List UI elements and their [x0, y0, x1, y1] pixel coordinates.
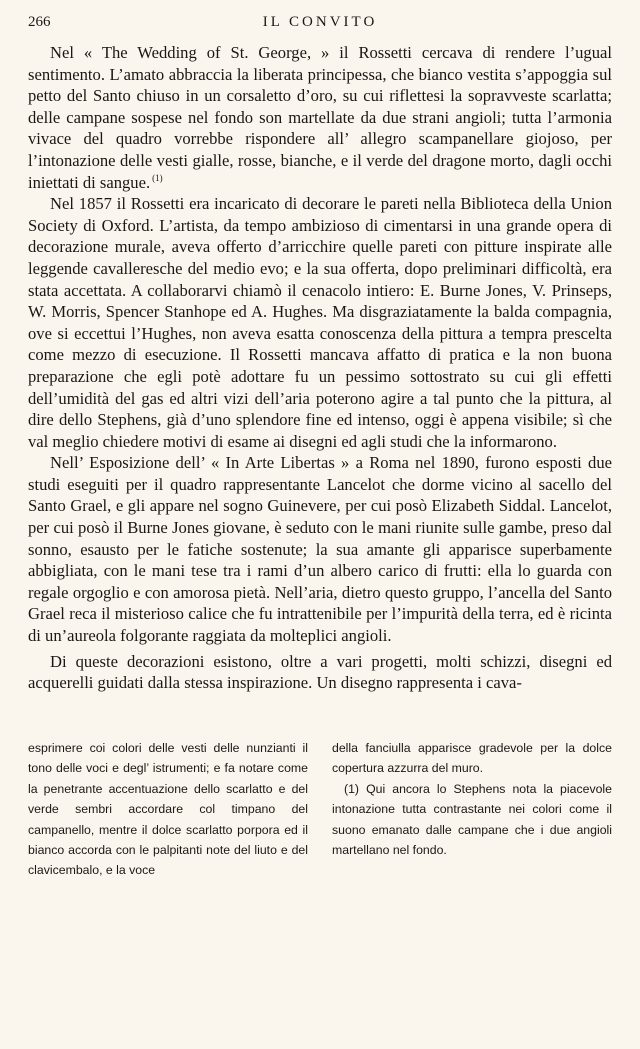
note-continuation: esprimere coi colori delle vesti delle nunzianti il tono delle voci e degl’ istrumenti; e fa notare come la penetrante accentuazione dello scarlatto e del verde sembri accordare col timpano del campanello, mentre il dolce scarlatto porpora ed il bianco accorda con le palpitanti note del liuto e del clavicembalo, e la voce	[28, 741, 308, 878]
paragraph: Nel « The Wedding of St. George, » il Rossetti cercava di rendere l’ugual sentimento. L’amato abbraccia la liberata principessa, che bianco vestita s’appoggia sul petto del Santo chiuso in un corsaletto d’oro, su cui riflettesi la sopravveste scarlatta; delle campane sospese nel fondo son martellate da due strani angioli; tutta l’armonia vivace del quadro vorrebbe rispondere all’ allegro scampanellare giojoso, per l’intonazione delle vesti gialle, rosse, bianche, e il verde del dragone morto, dagli occhi iniettati di sangue. $^{(1)}$	[28, 43, 612, 192]
notes-column-right	[332, 738, 612, 881]
main-text	[28, 42, 612, 694]
paragraph: Nel 1857 il Rossetti era incaricato di decorare le pareti nella Biblioteca della Union Society di Oxford. L’artista, da tempo ambizioso di cimentarsi in una grande opera di decorazione murale, aveva offerto d’arricchire quelle pareti con pitture inspirate alle leggende cavalleresche del medio evo; e la sua offerta, dopo preliminari difficoltà, era stata accettata. A collaborarvi chiamò il cenacolo intiero: E. Burne Jones, V. Prinseps, W. Morris, Spencer Stanhope ed A. Hughes. Ma disgraziatamente la balda compagnia, ove si eccettui l’Hughes, non aveva esatta conoscenza della pittura a tempra prescelta come mezzo di esecuzione. Il Rossetti mancava affatto di pratica e la non buona preparazione che egli potè adottare fu un pessimo sottostrato su cui gli effetti dell’umidità del gas ed altri vizi dell’aria poterono agire a tal punto che la pittura, al dire dello Stephens, già d’uno splendore fine ed intenso, oggi è appena visibile; sì che val meglio chiedere motivi di esame ai disegni ed agli studi che la informarono.	[28, 194, 612, 451]
page-header	[28, 14, 612, 36]
paragraph: Nell’ Esposizione dell’ « In Arte Libertas » a Roma nel 1890, furono esposti due studi eseguiti per il quadro rappresentante Lancelot che dorme vicino al sacello del Santo Grael, e gli appare nel sogno Guinevere, per cui posò Elizabeth Siddal. Lancelot, per cui posò il Burne Jones giovane, è seduto con le mani riunite sulle gambe, preso dal sonno, esausto per le fatiche sostenute; la sua amante gli apparisce superbamente abbigliata, con le mani tese tra i rami d’un albero carico di frutti: ella lo guarda con regale orgoglio e con amorosa pietà. Nell’aria, dietro questo gruppo, l’ancella del Santo Grael reca il misterioso calice che fu intrattenibile per l’impurità della terra, ed è ricinta di un’aureola folgorante raggiata da molteplici angioli.	[28, 453, 612, 646]
page-number: 266	[28, 14, 51, 30]
note-continuation-end: della fanciulla apparisce gradevole per la dolce copertura azzurra del muro.	[332, 741, 612, 776]
notes-section	[28, 738, 612, 881]
footnote-marker: (1)	[152, 173, 163, 184]
paragraph: Di queste decorazioni esistono, oltre a vari progetti, molti schizzi, disegni ed acquerelli guidati dalla stessa inspirazione. Un disegno rappresenta i cava-	[28, 651, 612, 693]
footnote: (1) Qui ancora lo Stephens nota la piacevole intonazione tutta contrastante nei colori come il suono emanato dalle campane che i due angioli martellano nel fondo.	[332, 781, 612, 858]
notes-column-left	[28, 738, 308, 881]
running-title: IL CONVITO	[262, 14, 378, 30]
